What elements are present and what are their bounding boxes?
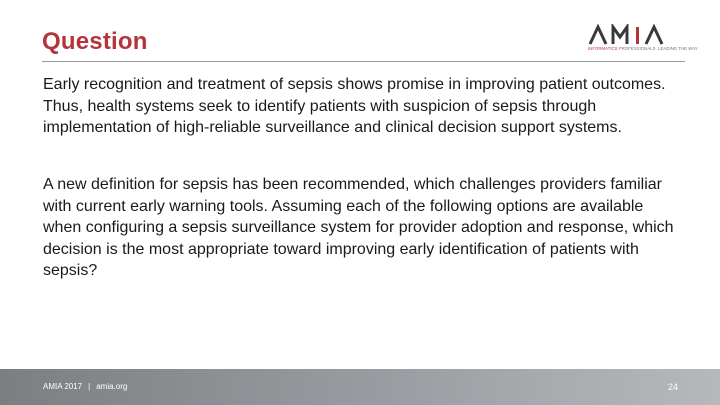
slide-title: Question [42,28,148,55]
footer-site-link[interactable]: amia.org [96,382,128,391]
footer-info [43,382,127,391]
body-paragraph-1: Early recognition and treatment of sepsis shows promise in improving patient outcomes. Thus, health systems seek to identify patients with suspicion of sepsis through implementation of high-reliable surveillance and clinical decision support systems. [43,76,666,136]
page-number: 24 [667,382,678,392]
title-divider [42,61,685,62]
logo-tagline [588,46,699,51]
footer-bar [0,369,720,405]
amia-logo [588,24,699,56]
footer-separator: | [88,382,91,391]
body-paragraph-2: A new definition for sepsis has been recommended, which challenges providers familiar with current early warning tools. Assuming each of the following options are available when configuring a sepsis surveillance system for provider adoption and response, which decision is the most appropriate toward improving early identification of patients with sepsis? [43,176,674,279]
logo-tagline-rest: PROFESSIONALS. LEADING THE WAY. [617,46,699,51]
amia-wordmark-graphic [588,24,682,46]
footer-event: AMIA 2017 [43,382,83,391]
logo-tagline-highlight: INFORMATICS [588,46,618,51]
